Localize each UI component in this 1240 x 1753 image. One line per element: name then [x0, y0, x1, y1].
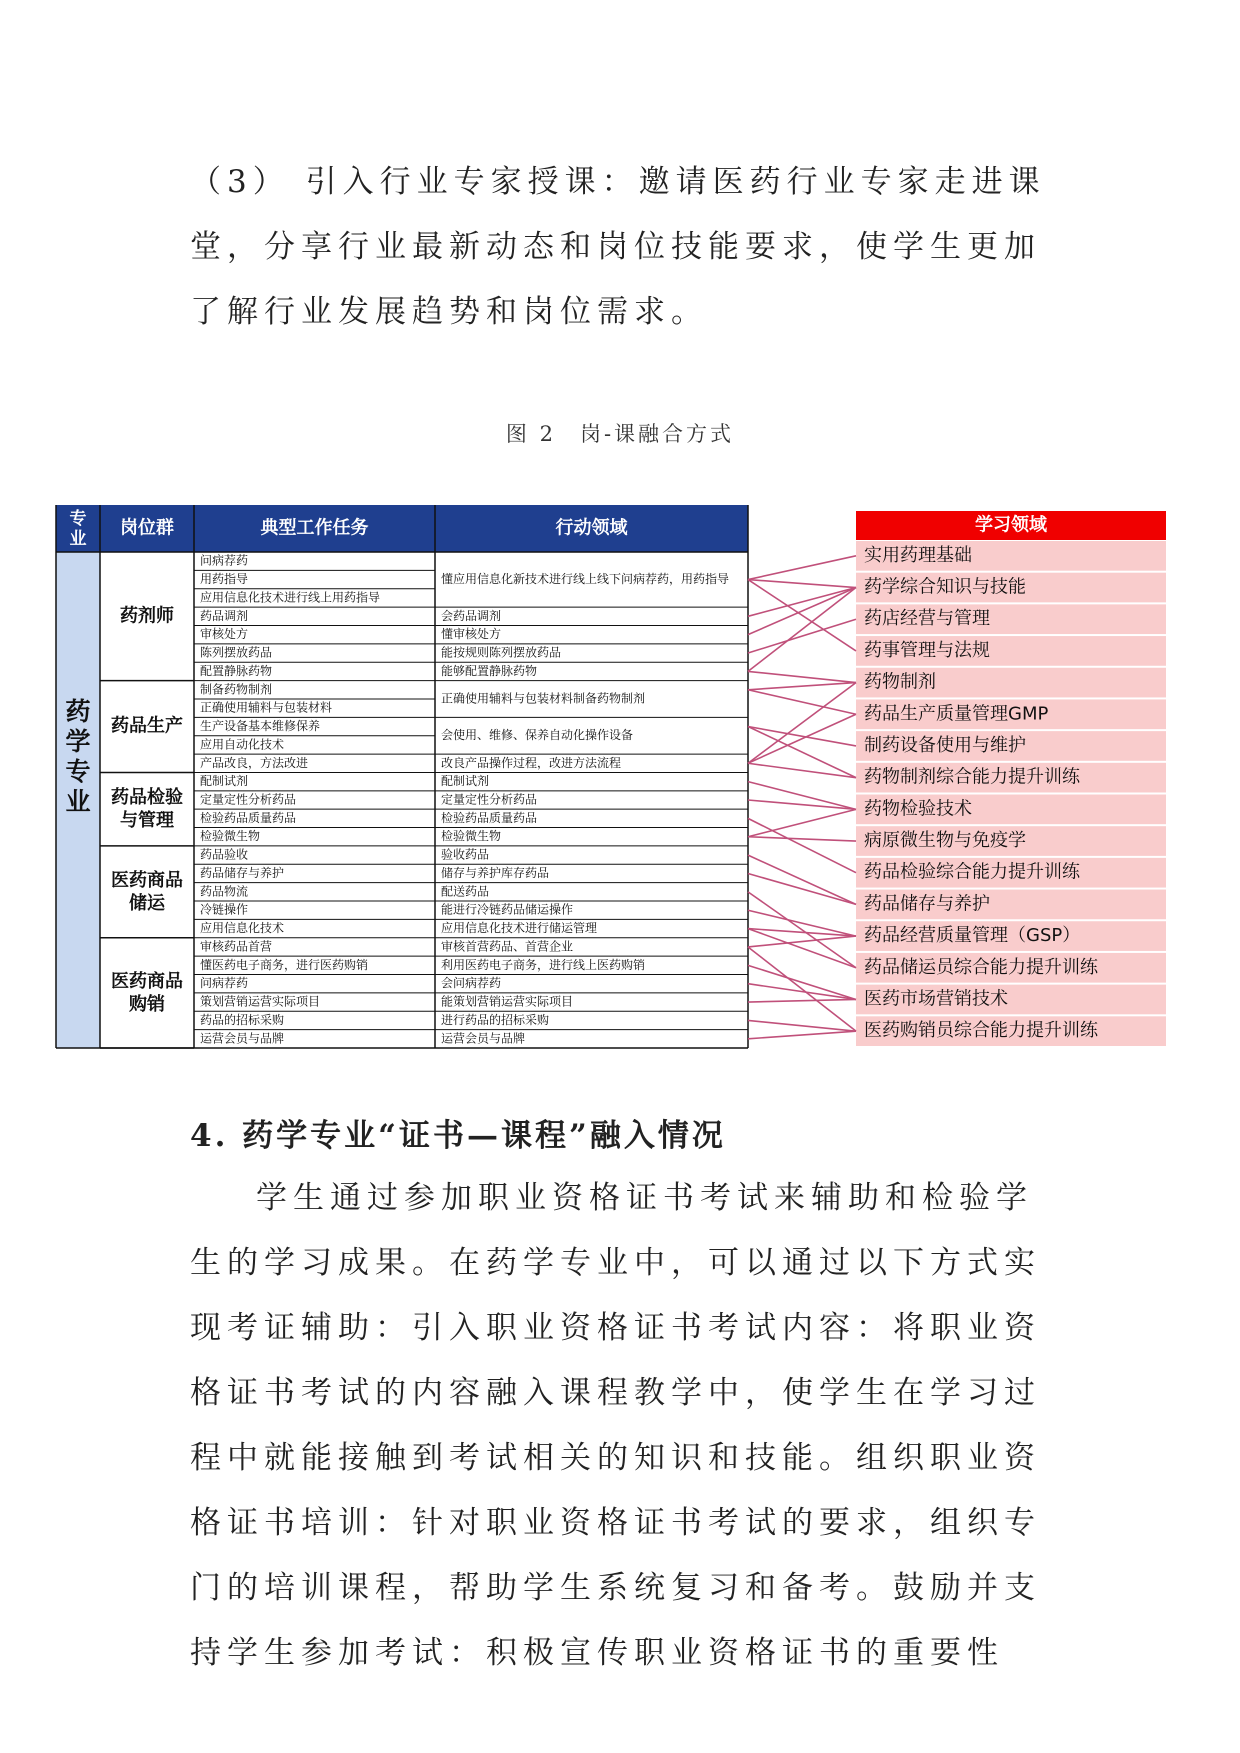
learning-area-label: 实用药理基础 — [864, 544, 972, 566]
action-field-cell: 储存与养护库存药品 — [441, 865, 550, 880]
task-cell: 审核药品首营 — [200, 939, 273, 954]
task-cell: 检验药品质量药品 — [200, 810, 297, 825]
action-field-cell: 利用医药电子商务，进行线上医药购销 — [441, 957, 646, 972]
job-group-label: 医药商品 — [111, 970, 183, 992]
major-char: 业 — [65, 787, 91, 816]
connector-line — [748, 690, 856, 715]
task-cell: 应用信息化技术 — [200, 921, 285, 936]
header-job-group: 岗位群 — [120, 517, 174, 539]
task-cell: 制备药物制剂 — [200, 682, 273, 697]
task-cell: 审核处方 — [200, 627, 249, 642]
connector-line — [748, 1020, 856, 1031]
learning-area-label: 医药购销员综合能力提升训练 — [864, 1020, 1098, 1042]
learning-area-label: 药店经营与管理 — [864, 608, 990, 630]
connector-line — [748, 999, 856, 1002]
body-paragraph: 学生通过参加职业资格证书考试来辅助和检验学生的学习成果。在药学专业中，可以通过以下方式实现考证辅助：引入职业资格证书考试内容：将职业资格证书考试的内容融入课程教学中，使学生在学习过程中就能接触到考试相关的知识和技能。组织职业资格证书培训：针对职业资格证书考试的要求，组织专门的培训课程，帮助学生系统复习和备考。鼓励并支持学生参加考试：积极宣传职业资格证书的重要性 — [190, 1180, 1041, 1671]
connector-line — [748, 683, 856, 764]
action-field-cell: 改良产品操作过程，改进方法流程 — [441, 755, 622, 770]
action-field-cell: 能策划营销运营实际项目 — [441, 994, 574, 1009]
action-field-cell: 配制试剂 — [441, 774, 490, 789]
major-char: 专 — [65, 757, 91, 786]
major-char: 药 — [65, 697, 91, 726]
task-cell: 药品调剂 — [200, 608, 249, 623]
job-group-label: 药剂师 — [120, 605, 174, 627]
task-cell: 应用信息化技术进行线上用药指导 — [200, 590, 381, 605]
job-group-label: 药品生产 — [111, 715, 183, 737]
connector-line — [748, 818, 856, 872]
job-group-label: 医药商品 — [111, 869, 183, 891]
connector-line — [748, 588, 856, 672]
connector-line — [748, 588, 856, 617]
task-cell: 冷链操作 — [200, 902, 249, 917]
learning-area-label: 药品经营质量管理（GSP） — [864, 925, 1081, 947]
connector-line — [748, 580, 856, 588]
major-char: 学 — [65, 727, 91, 756]
task-cell: 应用自动化技术 — [200, 737, 285, 752]
task-cell: 问病荐药 — [200, 553, 249, 568]
task-cell: 用药指导 — [200, 572, 249, 587]
action-field-cell: 懂应用信息化新技术进行线上线下问病荐药，用药指导 — [441, 572, 730, 587]
task-cell: 药品验收 — [200, 847, 249, 862]
task-cell: 策划营销运营实际项目 — [200, 994, 321, 1009]
connector-line — [748, 984, 856, 1000]
job-group-label: 药品检验 — [111, 787, 183, 809]
action-field-cell: 进行药品的招标采购 — [441, 1012, 550, 1027]
action-field-cell: 会问病荐药 — [441, 976, 502, 991]
task-cell: 正确使用辅料与包装材料 — [200, 700, 333, 715]
connector-line — [748, 947, 856, 1031]
action-field-cell: 检验微生物 — [441, 829, 502, 844]
task-cell: 药品物流 — [200, 884, 249, 899]
header-typical-tasks: 典型工作任务 — [260, 517, 369, 539]
job-group-label: 储运 — [129, 892, 165, 914]
action-field-cell: 能按规则陈列摆放药品 — [441, 645, 562, 660]
task-cell: 配置静脉药物 — [200, 663, 273, 678]
connector-line — [748, 855, 856, 904]
connector-line — [748, 837, 856, 841]
task-cell: 生产设备基本维修保养 — [200, 719, 321, 734]
task-cell: 陈列摆放药品 — [200, 645, 273, 660]
action-field-cell: 会使用、维修、保养自动化操作设备 — [441, 728, 634, 743]
action-field-cell: 验收药品 — [441, 847, 490, 862]
job-group-label: 与管理 — [120, 810, 174, 832]
connector-line — [748, 936, 856, 947]
intro-paragraph: （3） 引入行业专家授课：邀请医药行业专家走进课堂，分享行业最新动态和岗位技能要求，使学生更加了解行业发展趋势和岗位需求。 — [190, 164, 1046, 330]
action-field-cell: 审核首营药品、首营企业 — [441, 939, 574, 954]
learning-area-label: 医药市场营销技术 — [864, 988, 1008, 1010]
figure-caption: 图 2 岗-课融合方式 — [505, 422, 735, 446]
section-heading: 4. 药学专业“证书—课程”融入情况 — [190, 1118, 726, 1154]
action-field-cell: 会药品调剂 — [441, 608, 502, 623]
connector-line — [748, 671, 856, 682]
header-learning-area: 学习领域 — [975, 514, 1047, 536]
connector-line — [748, 965, 856, 999]
action-field-cell: 运营会员与品牌 — [441, 1031, 526, 1046]
learning-area-label: 药品检验综合能力提升训练 — [864, 861, 1080, 883]
task-cell: 问病荐药 — [200, 976, 249, 991]
action-field-cell: 懂审核处方 — [441, 627, 502, 642]
task-cell: 运营会员与品牌 — [200, 1031, 285, 1046]
task-cell: 配制试剂 — [200, 774, 249, 789]
connector-line — [748, 727, 856, 746]
connector-line — [748, 714, 856, 763]
learning-area-label: 药物制剂综合能力提升训练 — [864, 766, 1080, 788]
header-major-char: 专 — [69, 509, 87, 529]
connector-line — [748, 1031, 856, 1039]
connector-line — [748, 809, 856, 836]
learning-area-label: 药物检验技术 — [864, 798, 972, 820]
action-field-cell: 检验药品质量药品 — [441, 810, 538, 825]
header-major-char: 业 — [69, 529, 87, 549]
task-cell: 检验微生物 — [200, 829, 261, 844]
learning-area-label: 病原微生物与免疫学 — [864, 830, 1026, 852]
task-cell: 懂医药电子商务，进行医药购销 — [200, 957, 369, 972]
learning-area-label: 药物制剂 — [864, 671, 936, 693]
action-field-cell: 正确使用辅料与包装材料制备药物制剂 — [441, 691, 646, 706]
learning-area-label: 药事管理与法规 — [864, 639, 990, 661]
connector-line — [748, 556, 856, 580]
action-field-cell: 能进行冷链药品储运操作 — [441, 902, 574, 917]
task-cell: 产品改良，方法改进 — [200, 755, 309, 770]
learning-area-label: 制药设备使用与维护 — [864, 734, 1026, 756]
task-cell: 药品储存与养护 — [200, 865, 285, 880]
connector-line — [748, 580, 856, 651]
connector-line — [748, 873, 856, 904]
action-field-cell: 能够配置静脉药物 — [441, 663, 538, 678]
connector-line — [748, 683, 856, 690]
connector-line — [748, 588, 856, 635]
job-group-label: 购销 — [129, 993, 165, 1015]
header-action-field: 行动领域 — [555, 517, 628, 539]
action-field-cell: 定量定性分析药品 — [441, 792, 538, 807]
learning-area-label: 药品储运员综合能力提升训练 — [864, 956, 1098, 978]
learning-area-label: 药学综合知识与技能 — [864, 576, 1026, 598]
task-cell: 定量定性分析药品 — [200, 792, 297, 807]
learning-area-label: 药品生产质量管理GMP — [864, 703, 1049, 725]
action-field-cell: 应用信息化技术进行储运管理 — [441, 921, 598, 936]
action-field-cell: 配送药品 — [441, 884, 490, 899]
learning-area-label: 药品储存与养护 — [864, 893, 990, 915]
task-cell: 药品的招标采购 — [200, 1012, 285, 1027]
connector-line — [748, 619, 856, 653]
